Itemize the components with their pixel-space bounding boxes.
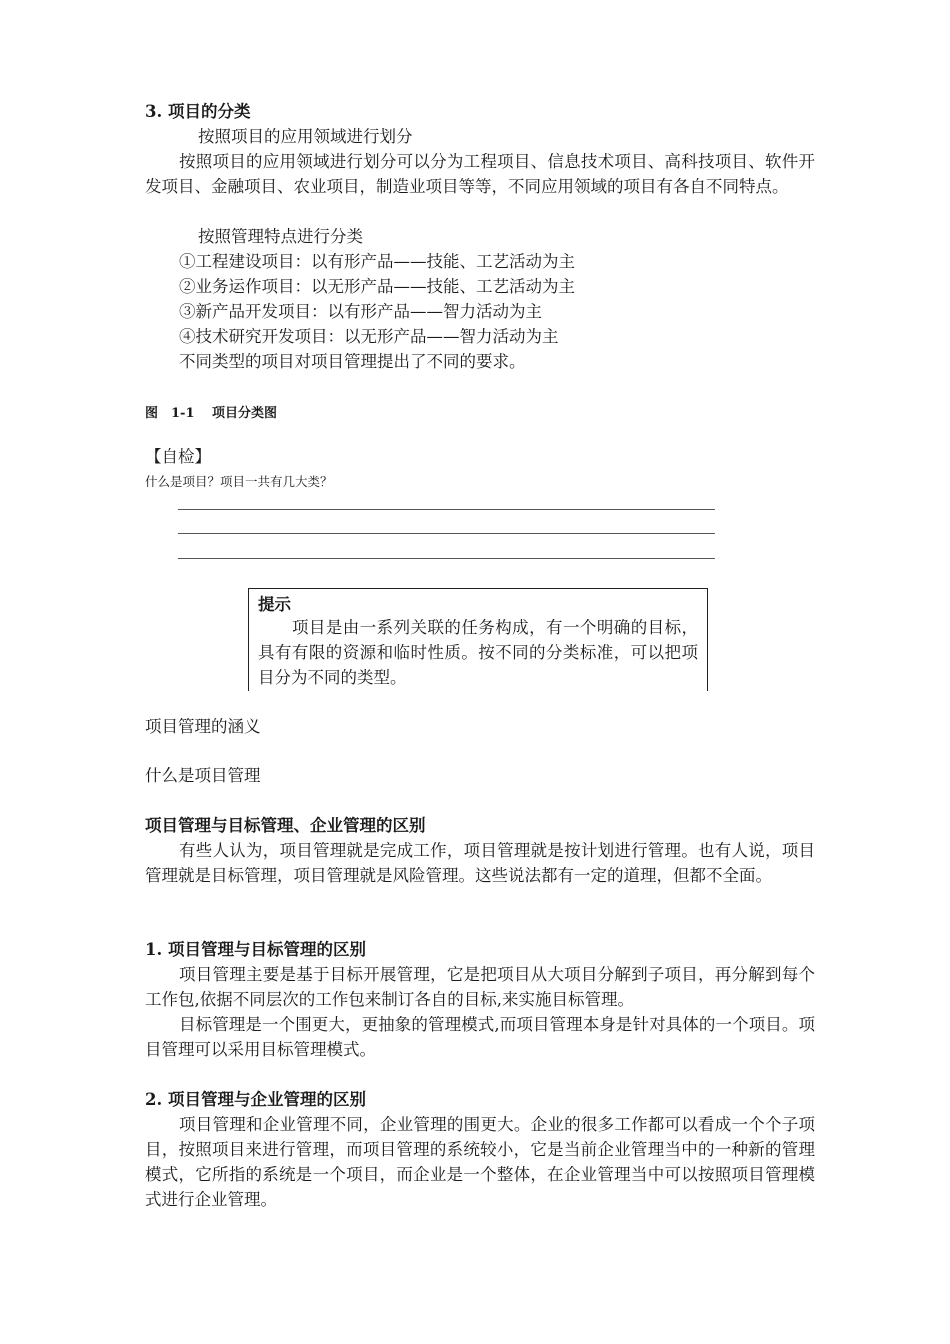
list-item: ④技术研究开发项目：以无形产品——智力活动为主 — [179, 327, 559, 346]
hint-title: 提示 — [258, 595, 291, 614]
subheading-application-domain: 按照项目的应用领域进行划分 — [198, 127, 413, 146]
difference-heading: 项目管理与目标管理、企业管理的区别 — [145, 816, 426, 835]
hint-paragraph: 项目是由一系列关联的任务构成，有一个明确的目标，具有有限的资源和临时性质。按不同的分类标准，可以把项目分为不同的类型。 — [258, 618, 698, 687]
hint-box — [248, 588, 708, 691]
list-item: ②业务运作项目：以无形产品——技能、工艺活动为主 — [179, 277, 575, 296]
list-item: ③新产品开发项目：以有形产品——智力活动为主 — [179, 302, 542, 321]
connotation-subheading: 什么是项目管理 — [145, 766, 261, 785]
paragraph-diff1-b — [145, 1012, 815, 1062]
paragraph-text: 有些人认为，项目管理就是完成工作，项目管理就是按计划进行管理。也有人说，项目管理就是目标管理，项目管理就是风险管理。这些说法都有一定的道理，但都不全面。 — [145, 841, 815, 885]
section-3-heading: 3. 项目的分类 — [145, 102, 251, 121]
figure-caption: 图 1-1 项目分类图 — [145, 406, 278, 421]
selfcheck-title: 【自检】 — [145, 447, 211, 466]
paragraph-text: 按照项目的应用领域进行划分可以分为工程项目、信息技术项目、高科技项目、软件开发项目、金融项目、农业项目，制造业项目等等，不同应用领域的项目有各自不同特点。 — [145, 152, 815, 196]
paragraph-text: 项目管理主要是基于目标开展管理，它是把项目从大项目分解到子项目，再分解到每个工作包,依据不同层次的工作包来制订各自的目标,来实施目标管理。 — [145, 965, 815, 1009]
section-3-closing: 不同类型的项目对项目管理提出了不同的要求。 — [179, 352, 526, 371]
diff1-heading: 1. 项目管理与目标管理的区别 — [145, 940, 366, 959]
answer-line — [178, 558, 715, 559]
paragraph-diff1-a — [145, 962, 815, 1012]
subheading-management-features: 按照管理特点进行分类 — [198, 227, 363, 246]
answer-line — [178, 509, 715, 510]
list-item: ①工程建设项目：以有形产品——技能、工艺活动为主 — [179, 252, 575, 271]
paragraph-diff2 — [145, 1112, 815, 1212]
paragraph-text: 目标管理是一个围更大，更抽象的管理模式,而项目管理本身是针对具体的一个项目。项目管理可以采用目标管理模式。 — [145, 1015, 815, 1059]
paragraph-text: 项目管理和企业管理不同，企业管理的围更大。企业的很多工作都可以看成一个个子项目，按照项目来进行管理，而项目管理的系统较小，它是当前企业管理当中的一种新的管理模式，它所指的系统是一个项目，而企业是一个整体，在企业管理当中可以按照项目管理模式进行企业管理。 — [145, 1115, 815, 1209]
connotation-heading: 项目管理的涵义 — [145, 717, 261, 736]
diff2-heading: 2. 项目管理与企业管理的区别 — [145, 1090, 366, 1109]
paragraph-difference — [145, 838, 815, 888]
hint-text — [258, 615, 698, 690]
answer-line — [178, 533, 715, 534]
paragraph-application-domain — [145, 149, 815, 199]
selfcheck-question: 什么是项目？项目一共有几大类？ — [145, 474, 333, 489]
